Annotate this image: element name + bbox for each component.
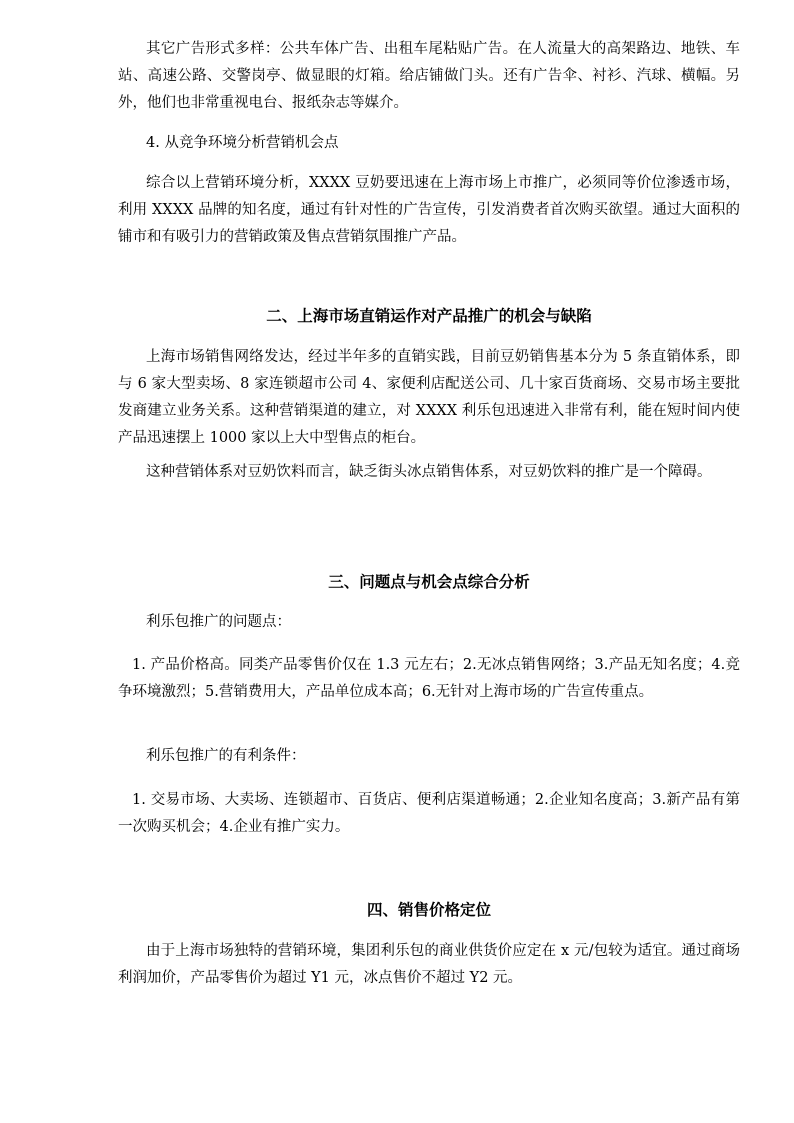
favorable-conditions-label: 利乐包推广的有利条件： <box>146 748 306 764</box>
section-heading-4: 四、销售价格定位 <box>366 900 491 919</box>
paragraph-competition-opportunity: 综合以上营销环境分析，XXXX 豆奶要迅速在上海市场上市推广，必须同等价位渗透市场，利用 XXXX 品牌的知名度，通过有针对性的广告宣传，引发消费者首次购买欲望。通过大面积的铺市和有吸引力的营销政策及售点营销氛围推广产品。 <box>118 175 740 245</box>
favorable-conditions-list: 1. 交易市场、大卖场、连锁超市、百货店、便利店渠道畅通；2.企业知名度高；3.新产品有第一次购买机会；4.企业有推广实力。 <box>118 792 740 835</box>
section-heading-3: 三、问题点与机会点综合分析 <box>328 572 530 591</box>
problem-points-label: 利乐包推广的问题点： <box>146 614 291 630</box>
paragraph-price-positioning: 由于上海市场独特的营销环境，集团利乐包的商业供货价应定在 x 元/包较为适宜。通过商场利润加价，产品零售价为超过 Y1 元，冰点售价不超过 Y2 元。 <box>118 943 740 986</box>
paragraph-other-ad-forms: 其它广告形式多样：公共车体广告、出租车尾粘贴广告。在人流量大的高架路边、地铁、车站、高速公路、交警岗亭、做显眼的灯箱。给店铺做门头。还有广告伞、衬衫、汽球、横幅。另外，他们也非常重视电台、报纸杂志等媒介。 <box>118 41 740 111</box>
paragraph-sales-system-gap: 这种营销体系对豆奶饮料而言，缺乏街头冰点销售体系，对豆奶饮料的推广是一个障碍。 <box>146 464 712 480</box>
problem-points-list: 1. 产品价格高。同类产品零售价仅在 1.3 元左右；2.无冰点销售网络；3.产品无知名度；4.竞争环境激烈；5.营销费用大，产品单位成本高；6.无针对上海市场的广告宣传重点。 <box>118 657 740 700</box>
section-4-heading: 4. 从竞争环境分析营销机会点 <box>146 135 339 151</box>
paragraph-direct-sales-network: 上海市场销售网络发达，经过半年多的直销实践，目前豆奶销售基本分为 5 条直销体系，即与 6 家大型卖场、8 家连锁超市公司 4、家便利店配送公司、几十家百货商场、交易市场主要批发商建立业务关系。这种营销渠道的建立，对 XXXX 利乐包迅速进入非常有利，能在短时间内使产品迅速摆上 1000 家以上大中型售点的柜台。 <box>118 349 740 446</box>
section-heading-2: 二、上海市场直销运作对产品推广的机会与缺陷 <box>266 306 592 325</box>
